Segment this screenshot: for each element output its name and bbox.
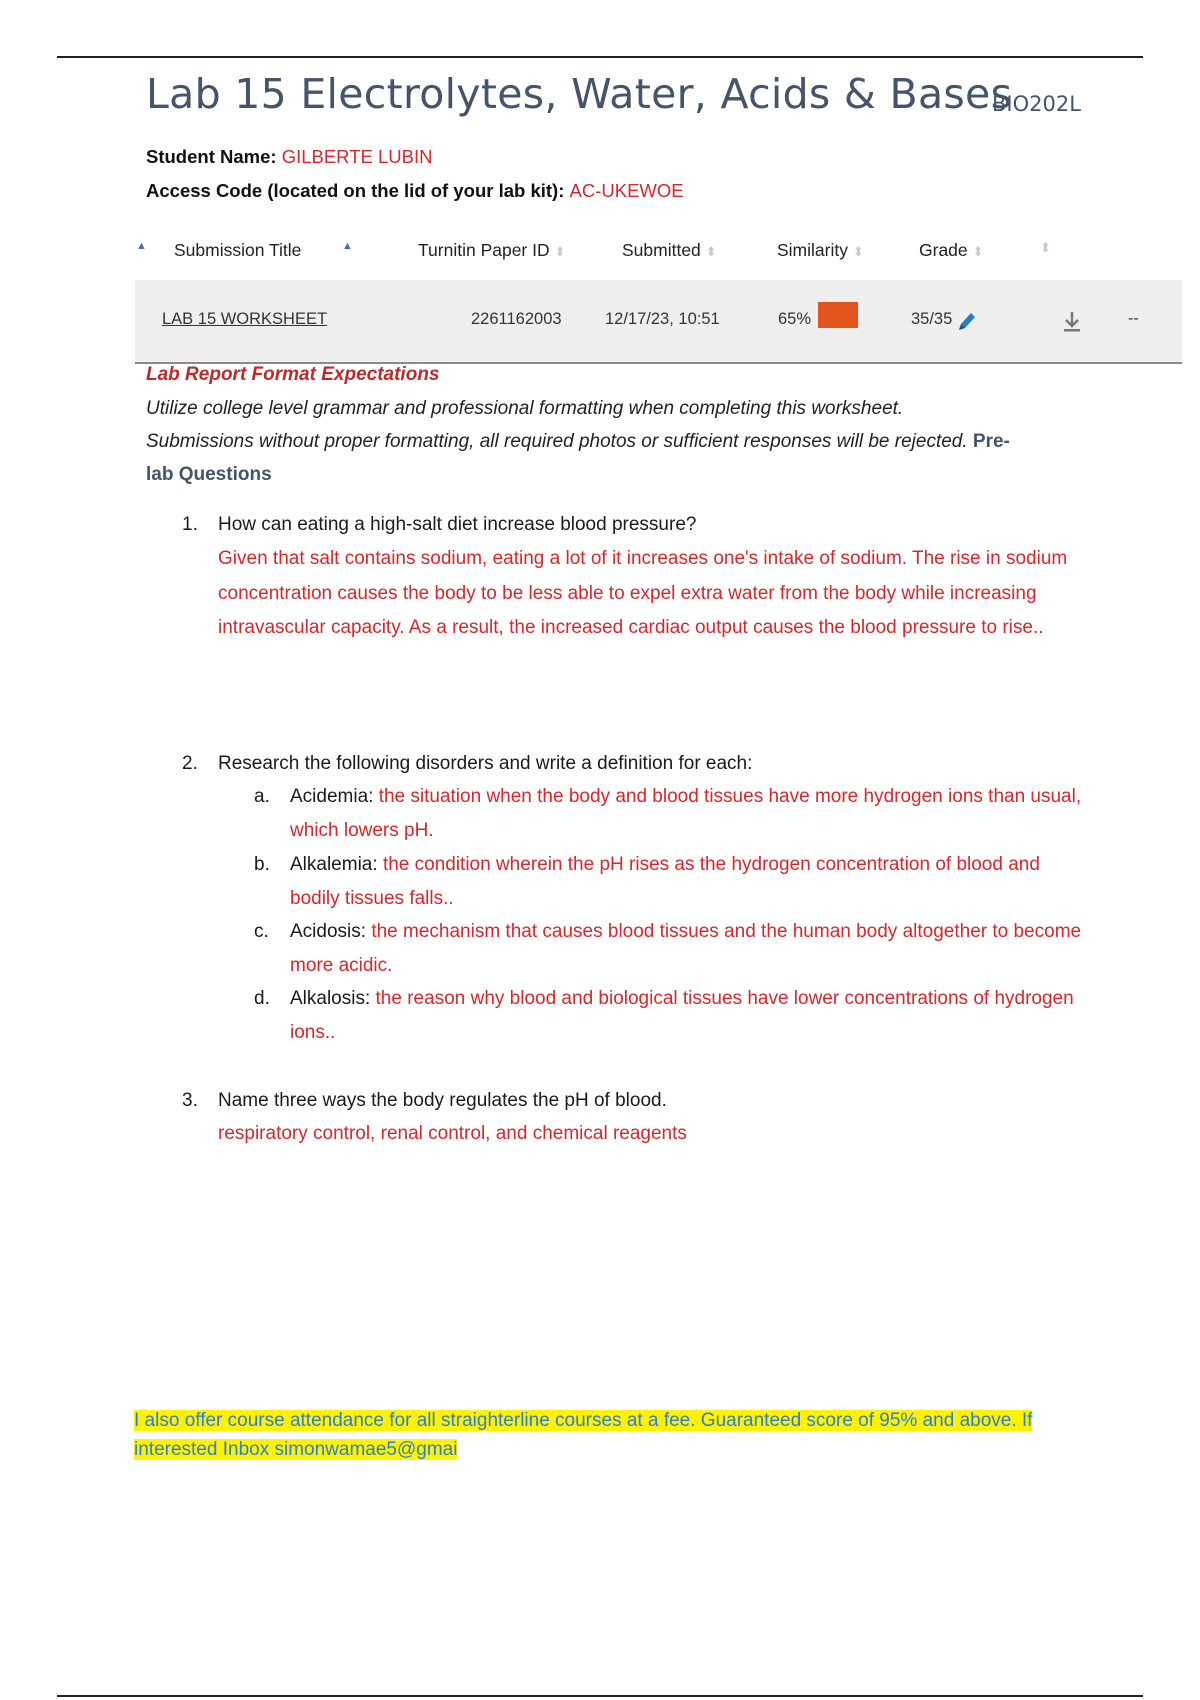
format-line-2: [146, 431, 1010, 453]
col-label: Turnitin Paper ID: [418, 240, 550, 260]
grade-value: 35/35: [911, 310, 953, 328]
download-icon[interactable]: [1062, 310, 1082, 339]
similarity-value: 65%: [778, 310, 812, 328]
question-number: 1.: [182, 514, 198, 535]
top-rule: [57, 56, 1143, 58]
question-text: Name three ways the body regulates the pH of blood.: [218, 1090, 667, 1111]
similarity-bar[interactable]: [818, 302, 858, 328]
item-letter: b.: [254, 854, 270, 875]
page-title: Lab 15 Electrolytes, Water, Acids & Bases: [146, 70, 1013, 118]
item-term: Alkalosis:: [290, 988, 371, 1009]
col-similarity[interactable]: [777, 240, 864, 261]
col-label: Grade: [919, 240, 968, 260]
format-line-2-text: Submissions without proper formatting, all required photos or sufficient responses will be rejected.: [146, 431, 968, 452]
item-definition: the situation when the body and blood tissues have more hydrogen ions than usual, which lowers pH.: [290, 786, 1082, 841]
item-body: [290, 982, 1090, 1050]
access-code-value: AC-UKEWOE: [569, 180, 684, 201]
promo-note: [134, 1406, 1094, 1464]
submission-title-link[interactable]: LAB 15 WORKSHEET: [162, 310, 328, 328]
col-label: Submitted: [622, 240, 701, 260]
item-letter: a.: [254, 786, 270, 807]
question-text: Research the following disorders and write a definition for each:: [218, 753, 753, 774]
student-name-label: Student Name:: [146, 146, 277, 167]
course-code: BIO202L: [992, 92, 1081, 116]
paper-id: 2261162003: [471, 310, 562, 328]
question-text: How can eating a high-salt diet increase blood pressure?: [218, 514, 697, 535]
item-body: [290, 780, 1090, 848]
sort-up-icon[interactable]: ▲: [342, 240, 353, 252]
answer-3: respiratory control, renal control, and chemical reagents: [218, 1123, 687, 1144]
item-term: Acidosis:: [290, 921, 367, 942]
table-header: [135, 220, 1182, 280]
access-code-label: Access Code (located on the lid of your lab kit):: [146, 180, 565, 201]
item-definition: the reason why blood and biological tissues have lower concentrations of hydrogen ions..: [290, 988, 1074, 1043]
answer-1: Given that salt contains sodium, eating a lot of it increases one's intake of sodium. The rise in sodium concentration causes the body to be less able to expel extra water from the body while increasing intravascular capacity. As a result, the increased cardiac output causes the blood pressure to rise..: [218, 548, 1068, 638]
prelab-heading-start: Pre-: [972, 431, 1010, 452]
col-label: Similarity: [777, 240, 848, 260]
sort-icon: ⬍: [705, 244, 717, 259]
promo-line-2: interested Inbox simonwamae5@gmai: [134, 1439, 458, 1460]
pencil-icon[interactable]: [955, 310, 977, 339]
col-label: Submission Title: [174, 240, 302, 260]
format-line-1: Utilize college level grammar and professional formatting when completing this worksheet.: [146, 398, 904, 419]
bottom-rule: [57, 1695, 1143, 1697]
item-definition: the condition wherein the pH rises as the hydrogen concentration of blood and bodily tissues falls..: [290, 854, 1040, 909]
item-term: Acidemia:: [290, 786, 374, 807]
item-definition: the mechanism that causes blood tissues and the human body altogether to become more acidic.: [290, 921, 1082, 976]
student-name-line: [146, 146, 432, 168]
sort-icon: ⬍: [852, 244, 864, 259]
sort-up-icon[interactable]: ▲: [136, 240, 147, 252]
item-term: Alkalemia:: [290, 854, 378, 875]
promo-line-1: I also offer course attendance for all straighterline courses at a fee. Guaranteed score of 95% and above. If: [134, 1410, 1033, 1431]
col-submitted[interactable]: [622, 240, 717, 261]
row-extra: --: [1128, 310, 1139, 327]
item-body: [290, 915, 1090, 983]
question-number: 2.: [182, 753, 198, 774]
sort-icon: ⬍: [554, 244, 566, 259]
table-row: [135, 280, 1182, 364]
sort-icon[interactable]: ⬍: [1040, 240, 1051, 255]
item-body: [290, 848, 1090, 916]
submission-table: [135, 220, 1182, 365]
col-grade[interactable]: [919, 240, 984, 261]
format-title: Lab Report Format Expectations: [146, 364, 440, 385]
prelab-heading: lab Questions: [146, 464, 272, 485]
item-letter: d.: [254, 988, 270, 1009]
student-name-value: GILBERTE LUBIN: [281, 146, 433, 167]
col-submission-title[interactable]: [174, 240, 301, 261]
submitted-date: 12/17/23, 10:51: [605, 310, 720, 328]
col-paper-id[interactable]: [418, 240, 566, 261]
access-code-line: [146, 180, 684, 202]
item-letter: c.: [254, 921, 269, 942]
sort-icon: ⬍: [972, 244, 984, 259]
question-number: 3.: [182, 1090, 198, 1111]
